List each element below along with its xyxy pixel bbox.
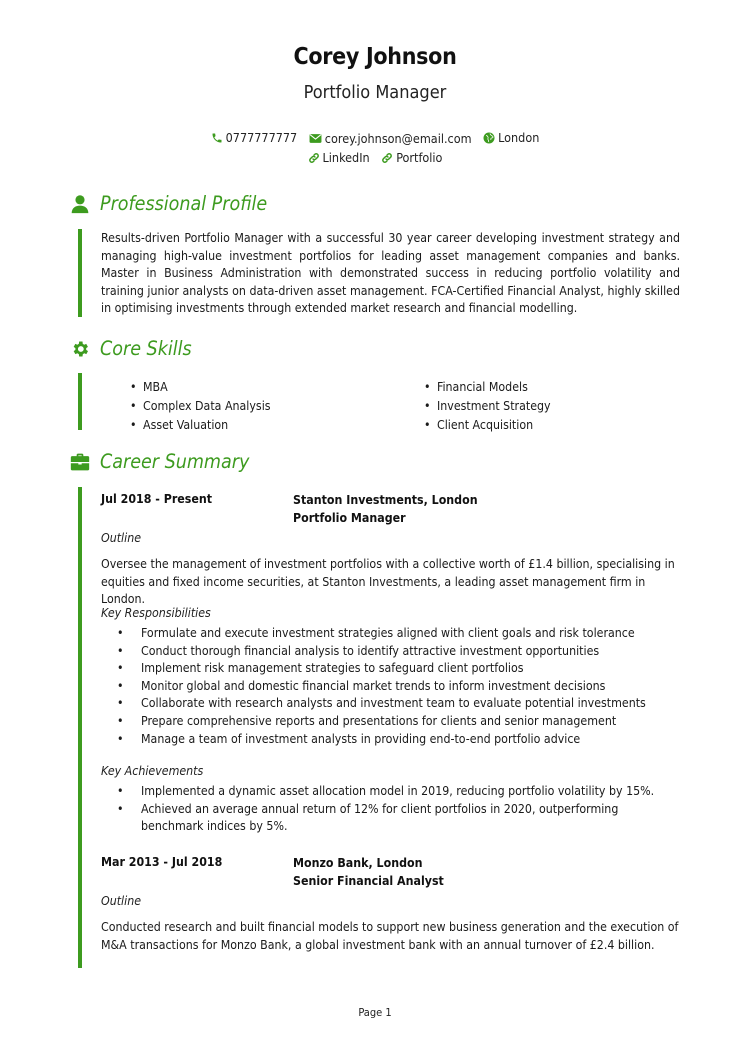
job-responsibilities-list [117,625,677,748]
list-item: • Achieved an average annual return of 12% for client portfolios in 2020, outperforming benchmark indices by 5%. [117,801,657,836]
contact-location-text: London [498,130,540,145]
job-employer [293,491,478,527]
gear-icon [70,339,90,359]
list-item: • Manage a team of investment analysts in providing end-to-end portfolio advice [117,731,677,749]
section-skills-accent-bar [78,373,82,430]
skill-item: • Complex Data Analysis [130,397,271,416]
contact-row-links [0,150,750,167]
link-icon [308,152,320,164]
user-icon [70,194,90,214]
contact-linkedin-text: LinkedIn [322,150,370,165]
list-item: • Monitor global and domestic financial market trends to inform investment decisions [117,678,677,696]
section-career-header [70,450,249,473]
skill-item: • Asset Valuation [130,416,271,435]
list-item: • Implemented a dynamic asset allocation model in 2019, reducing portfolio volatility by 15%. [117,783,657,801]
list-item: • Collaborate with research analysts and investment team to evaluate potential investments [117,695,677,713]
list-item: • Formulate and execute investment strategies aligned with client goals and risk tolerance [117,625,677,643]
skill-item: • Financial Models [424,378,551,397]
job-company: Stanton Investments, London [293,493,478,507]
skill-item: • Investment Strategy [424,397,551,416]
section-skills-title: Core Skills [100,337,192,360]
page-number: Page 1 [358,1006,392,1019]
contact-portfolio-text: Portfolio [396,150,443,165]
job-outline-label: Outline [101,894,142,908]
list-item: • Prepare comprehensive reports and presentations for clients and senior management [117,713,677,731]
job-responsibilities-label: Key Responsibilities [101,606,211,620]
contact-phone[interactable] [211,130,298,145]
briefcase-icon [70,452,90,472]
job-dates: Mar 2013 - Jul 2018 [101,855,223,869]
job-outline: Oversee the management of investment portfolios with a collective worth of £1.4 billion, specialising in equities and fixed income securities, at Stanton Investments, a leading asset management firm in London. [101,557,675,607]
job-achievements-label: Key Achievements [101,764,204,778]
section-skills-header [70,337,192,360]
skills-list-right [424,378,551,435]
job-role: Senior Financial Analyst [293,874,444,888]
section-profile-accent-bar [78,229,82,317]
profile-summary: Results-driven Portfolio Manager with a successful 30 year career developing investment strategy and managing high-value investment portfolios for leading asset management companies and banks. Master in Business Administration with demonstrated success in reducing portfolio volatility and training junior analysts on data-driven asset management. FCA-Certified Financial Analyst, highly skilled in optimising investments through extended market research and financial modelling. [101,231,680,316]
contact-row-primary [0,130,750,147]
candidate-title: Portfolio Manager [303,82,447,103]
list-item: • Implement risk management strategies to safeguard client portfolios [117,660,677,678]
job-outline: Conducted research and built financial models to support new business generation and the execution of M&A transactions for Monzo Bank, a global investment bank with an annual turnover of £2.4 billion. [101,920,679,952]
skills-list-left [130,378,271,435]
section-career-title: Career Summary [100,450,250,473]
contact-email[interactable] [309,131,472,146]
skill-item: • Client Acquisition [424,416,551,435]
contact-email-text: corey.johnson@email.com [324,130,472,146]
contact-linkedin[interactable] [308,150,370,165]
phone-icon [211,132,223,144]
job-employer [293,854,444,890]
skill-item: • MBA [130,378,271,397]
list-item: • Conduct thorough financial analysis to identify attractive investment opportunities [117,643,677,661]
link-icon [381,152,393,164]
section-profile-header [70,192,267,215]
job-outline-label: Outline [101,531,142,545]
job-company: Monzo Bank, London [293,856,423,870]
contact-phone-text: 0777777777 [225,130,298,145]
contact-location [483,130,539,145]
globe-icon [483,132,495,144]
job-dates: Jul 2018 - Present [101,492,213,506]
job-achievements-list [117,783,657,836]
section-profile-title: Professional Profile [100,192,268,215]
contact-portfolio[interactable] [381,150,442,165]
envelope-icon [309,133,322,144]
candidate-name: Corey Johnson [293,44,457,70]
section-career-accent-bar [78,487,82,968]
job-role: Portfolio Manager [293,511,406,525]
